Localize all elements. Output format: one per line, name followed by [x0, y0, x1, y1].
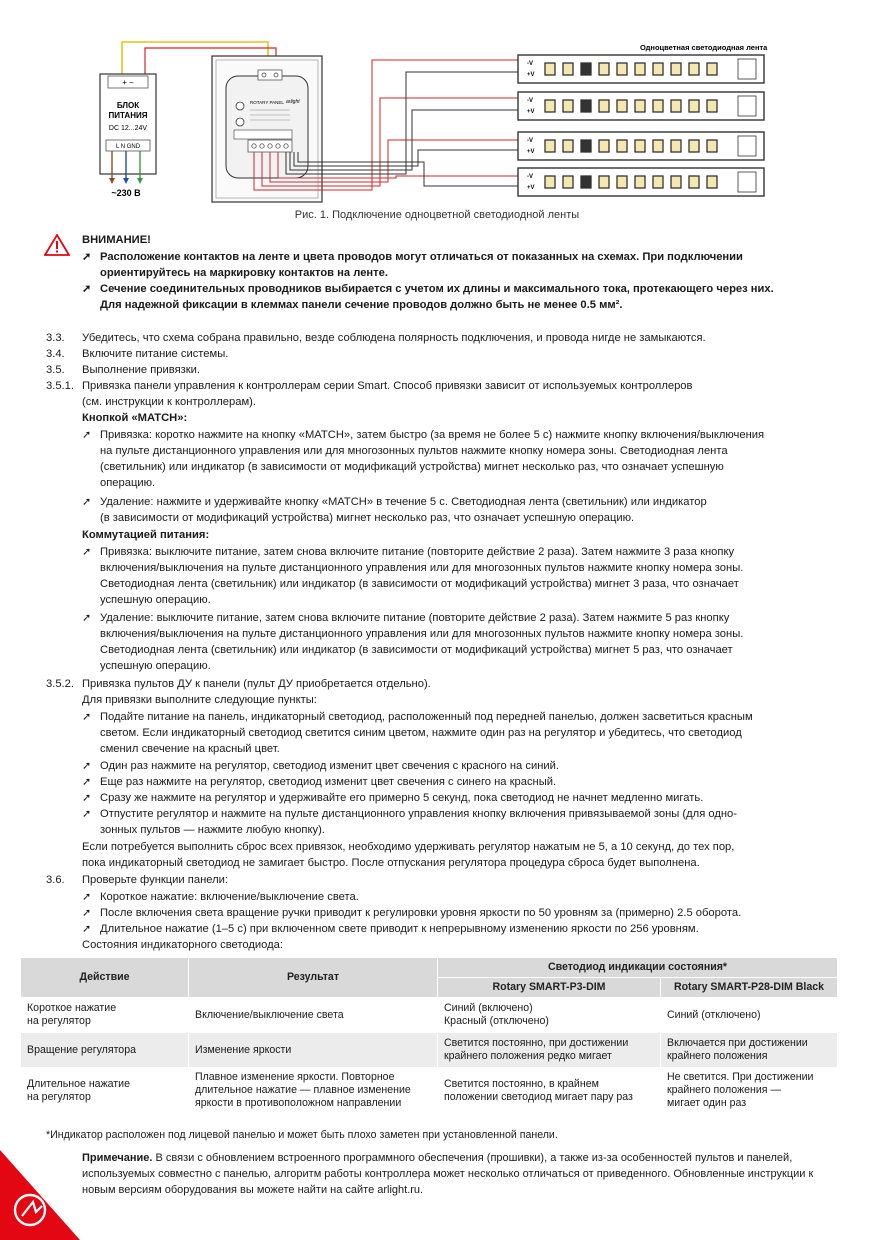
- strip-minus-label: -V: [527, 61, 533, 67]
- led-chip: [581, 100, 591, 112]
- arrow-bullet-icon: ➚: [82, 792, 92, 804]
- led-state-table: [20, 957, 838, 1114]
- list-item: Отпустите регулятор и нажмите на пульте дистанционного управления кнопку включения привязываемой зоны (для одно-: [100, 808, 738, 820]
- led-chip: [635, 176, 645, 188]
- psu-voltage: DC 12...24V: [108, 125, 148, 132]
- led-chip: [689, 63, 699, 75]
- led-chip: [545, 140, 555, 152]
- arrow-bullet-icon: ➚: [82, 546, 92, 558]
- led-chip: [635, 100, 645, 112]
- step-text: Привязка панели управления к контроллерам серии Smart. Способ привязки зависит от используемых контроллеров: [82, 380, 693, 392]
- led-chip: [671, 140, 681, 152]
- psu-title-2: ПИТАНИЯ: [108, 111, 148, 120]
- list-item: Короткое нажатие: включение/выключение света.: [100, 891, 359, 903]
- note: [82, 1150, 842, 1198]
- strip-title: Одноцветная светодиодная лента: [640, 43, 768, 52]
- warning-title: ВНИМАНИЕ!: [82, 234, 151, 246]
- step-text: Привязка пультов ДУ к панели (пульт ДУ приобретается отдельно).: [82, 678, 431, 690]
- led-chip: [617, 140, 627, 152]
- step-text: Включите питание системы.: [82, 348, 229, 360]
- list-item: Один раз нажмите на регулятор, светодиод изменит цвет свечения с красного на синий.: [100, 760, 559, 772]
- figure-caption: Рис. 1. Подключение одноцветной светодиодной ленты: [294, 209, 580, 221]
- header-model-1: Rotary SMART-P3-DIM: [438, 978, 661, 998]
- led-chip: [671, 100, 681, 112]
- arrow-bullet-icon: ➚: [82, 251, 92, 263]
- list-item: Привязка: выключите питание, затем снова включите питание (повторите действие 2 раза). Затем нажмите 3 раза кнопку: [100, 546, 735, 558]
- list-item: на пульте дистанционного управления или для многозонных пультов нажмите кнопку номера зоны. Светодиодная лента: [100, 445, 728, 457]
- list-item: включения/выключения на пульте дистанционного управления или для многозонных пультов нажмите кнопку номера зоны.: [100, 628, 744, 640]
- header-action: Действие: [21, 958, 189, 998]
- list-item: Еще раз нажмите на регулятор, светодиод изменит цвет свечения с синего на красный.: [100, 776, 557, 788]
- step-text: Убедитесь, что схема собрана правильно, везде соблюдена полярность подключения, и провода нигде не замыкаются.: [82, 332, 706, 344]
- led-chip: [599, 140, 609, 152]
- note-label: Примечание.: [82, 1152, 153, 1164]
- strip-minus-label: -V: [527, 98, 533, 104]
- led-chip: [563, 100, 573, 112]
- list-item: Подайте питание на панель, индикаторный светодиод, расположенный под передней панелью, должен засветиться красным: [100, 711, 753, 723]
- list-item: (в зависимости от модификаций устройства) мигнет несколько раз, что означает успешную операцию.: [100, 512, 635, 524]
- header-led: Светодиод индикации состояния*: [438, 958, 838, 978]
- subheading: Коммутацией питания:: [82, 529, 210, 541]
- list-item: успешную операцию.: [100, 594, 211, 606]
- step-text: Для привязки выполните следующие пункты:: [82, 694, 317, 706]
- psu-terminals: L N GND: [115, 144, 141, 150]
- step-text: пока индикаторный светодиод не замигает быстро. После отпускания регулятора процедура сброса будет выполнена.: [82, 857, 700, 869]
- header-model-2: Rotary SMART-P28-DIM Black: [661, 978, 838, 998]
- led-chip: [545, 100, 555, 112]
- panel-brand: arlight: [286, 99, 300, 105]
- step-text: Если потребуется выполнить сброс всех привязок, необходимо удерживать регулятор нажатым не 5, а 10 секунд, до тех пор,: [82, 841, 735, 853]
- psu-plus-minus: + −: [122, 78, 134, 87]
- section-number: 3.6.: [46, 874, 65, 886]
- strip-minus-label: -V: [527, 138, 533, 144]
- psu-box: [100, 74, 156, 174]
- arrow-bullet-icon: ➚: [82, 429, 92, 441]
- led-chip: [617, 100, 627, 112]
- section-number: 3.5.: [46, 364, 65, 376]
- led-chip: [581, 140, 591, 152]
- section-number: 3.5.2.: [46, 678, 74, 690]
- led-chip: [545, 176, 555, 188]
- led-chip: [671, 176, 681, 188]
- list-item: Длительное нажатие (1–5 с) при включенном свете приводит к непрерывному изменению яркости по 256 уровням.: [100, 923, 699, 935]
- step-text: Проверьте функции панели:: [82, 874, 228, 886]
- list-item: После включения света вращение ручки приводит к регулировки уровня яркости по 50 уровням за (примерно) 2.5 оборота.: [100, 907, 742, 919]
- arrow-bullet-icon: ➚: [82, 776, 92, 788]
- list-item: (светильник) или индикатор (в зависимости от модификаций устройства) мигнет несколько раз, что означает успешную: [100, 461, 724, 473]
- led-chip: [635, 63, 645, 75]
- wiring-diagram: [0, 0, 874, 208]
- led-chip: [707, 100, 717, 112]
- list-item: успешную операцию.: [100, 660, 211, 672]
- led-chip: [689, 140, 699, 152]
- led-chip: [599, 100, 609, 112]
- arrow-bullet-icon: ➚: [82, 923, 92, 935]
- warning-icon: [44, 234, 70, 256]
- led-chip: [563, 176, 573, 188]
- arrow-bullet-icon: ➚: [82, 907, 92, 919]
- list-item: светом. Если индикаторный светодиод светится синим цветом, нажмите один раз на регулятор и убедитесь, что светодиод: [100, 727, 742, 739]
- section-number: 3.5.1.: [46, 380, 74, 392]
- led-chip: [563, 140, 573, 152]
- led-chip: [689, 100, 699, 112]
- arrow-bullet-icon: ➚: [82, 496, 92, 508]
- led-chip: [689, 176, 699, 188]
- led-chip: [617, 176, 627, 188]
- strip-plus-label: +V: [527, 149, 535, 155]
- arrow-bullet-icon: ➚: [82, 283, 92, 295]
- list-item: Светодиодная лента (светильник) или индикатор (в зависимости от модификаций устройства) мигнет 5 раз, что означает: [100, 644, 733, 656]
- led-chip: [707, 140, 717, 152]
- arrow-bullet-icon: ➚: [82, 808, 92, 820]
- arrow-bullet-icon: ➚: [82, 612, 92, 624]
- panel-model: ROTARY PANEL: [250, 100, 284, 105]
- arrow-bullet-icon: ➚: [82, 891, 92, 903]
- list-item: Привязка: коротко нажмите на кнопку «MATCH», затем быстро (за время не более 5 с) нажмите кнопку включения/выключения: [100, 429, 765, 441]
- section-number: 3.3.: [46, 332, 65, 344]
- led-chip: [653, 140, 663, 152]
- arrow-bullet-icon: ➚: [82, 711, 92, 723]
- led-chip: [707, 63, 717, 75]
- strip-plus-label: +V: [527, 109, 535, 115]
- list-item: включения/выключения на пульте дистанционного управления или для многозонных пультов нажмите кнопку номера зоны.: [100, 562, 744, 574]
- led-chip: [707, 176, 717, 188]
- step-text: Выполнение привязки.: [82, 364, 201, 376]
- table-row: Короткое нажатие на регулятор Включение/выключение света Синий (включено) Красный (отключено) Синий (отключено): [21, 998, 838, 1033]
- arrow-bullet-icon: ➚: [82, 760, 92, 772]
- list-item: Удаление: выключите питание, затем снова включите питание (повторите действие 2 раза). Затем нажмите 5 раз кнопку: [100, 612, 730, 624]
- list-item: зонных пультов — нажмите любую кнопку).: [100, 824, 325, 836]
- led-chip: [545, 63, 555, 75]
- led-chip: [581, 63, 591, 75]
- note-text: В связи с обновлением встроенного программного обеспечения (прошивки), а также из-за особенностей пультов и панелей, используемых совместно с панелью, алгоритм работы контроллера может несколько отличаться от приведенного. Обновленные инструкции к новым версиям оборудования вы можете найти на сайте arlight.ru.: [82, 1152, 814, 1196]
- led-chip: [599, 63, 609, 75]
- led-chip: [563, 63, 573, 75]
- section-number: 3.4.: [46, 348, 65, 360]
- strip-plus-label: +V: [527, 72, 535, 78]
- footnote: *Индикатор расположен под лицевой панелью и может быть плохо заметен при установленной панели.: [46, 1129, 558, 1141]
- strip-minus-label: -V: [527, 174, 533, 180]
- strip-plus-label: +V: [527, 185, 535, 191]
- header-result: Результат: [189, 958, 438, 998]
- mains-label: ~230 В: [111, 188, 141, 198]
- list-item: Светодиодная лента (светильник) или индикатор (в зависимости от модификаций устройства) мигнет 3 раза, что означает: [100, 578, 739, 590]
- led-chip: [671, 63, 681, 75]
- led-chip: [581, 176, 591, 188]
- list-item: операцию.: [100, 477, 156, 489]
- list-item: Сразу же нажмите на регулятор и удерживайте его примерно 5 секунд, пока светодиод не начнет медленно мигать.: [100, 792, 704, 804]
- led-chip: [653, 176, 663, 188]
- arlight-logo-corner: [0, 1150, 80, 1240]
- list-item: сменил свечение на красный цвет.: [100, 743, 280, 755]
- table-row: Длительное нажатие на регулятор Плавное изменение яркости. Повторное длительное нажатие — плавное изменение яркости в противоположном направлении Светится постоянно, в крайнем положении светодиод мигает пару раз Не светится. При достижении крайнего положения — мигает один раз: [21, 1068, 838, 1114]
- subheading: Кнопкой «MATCH»:: [82, 412, 188, 424]
- step-text: Состояния индикаторного светодиода:: [82, 939, 283, 951]
- psu-title-1: БЛОК: [116, 101, 140, 110]
- table-row: Вращение регулятора Изменение яркости Светится постоянно, при достижении крайнего положения редко мигает Включается при достижении крайнего положения: [21, 1033, 838, 1068]
- led-chip: [599, 176, 609, 188]
- led-chip: [653, 100, 663, 112]
- panel-module: [226, 76, 308, 178]
- list-item: Удаление: нажмите и удерживайте кнопку «MATCH» в течение 5 с. Светодиодная лента (светильник) или индикатор: [100, 496, 707, 508]
- led-chip: [635, 140, 645, 152]
- step-text: (см. инструкции к контроллерам).: [82, 396, 256, 408]
- led-chip: [653, 63, 663, 75]
- led-chip: [617, 63, 627, 75]
